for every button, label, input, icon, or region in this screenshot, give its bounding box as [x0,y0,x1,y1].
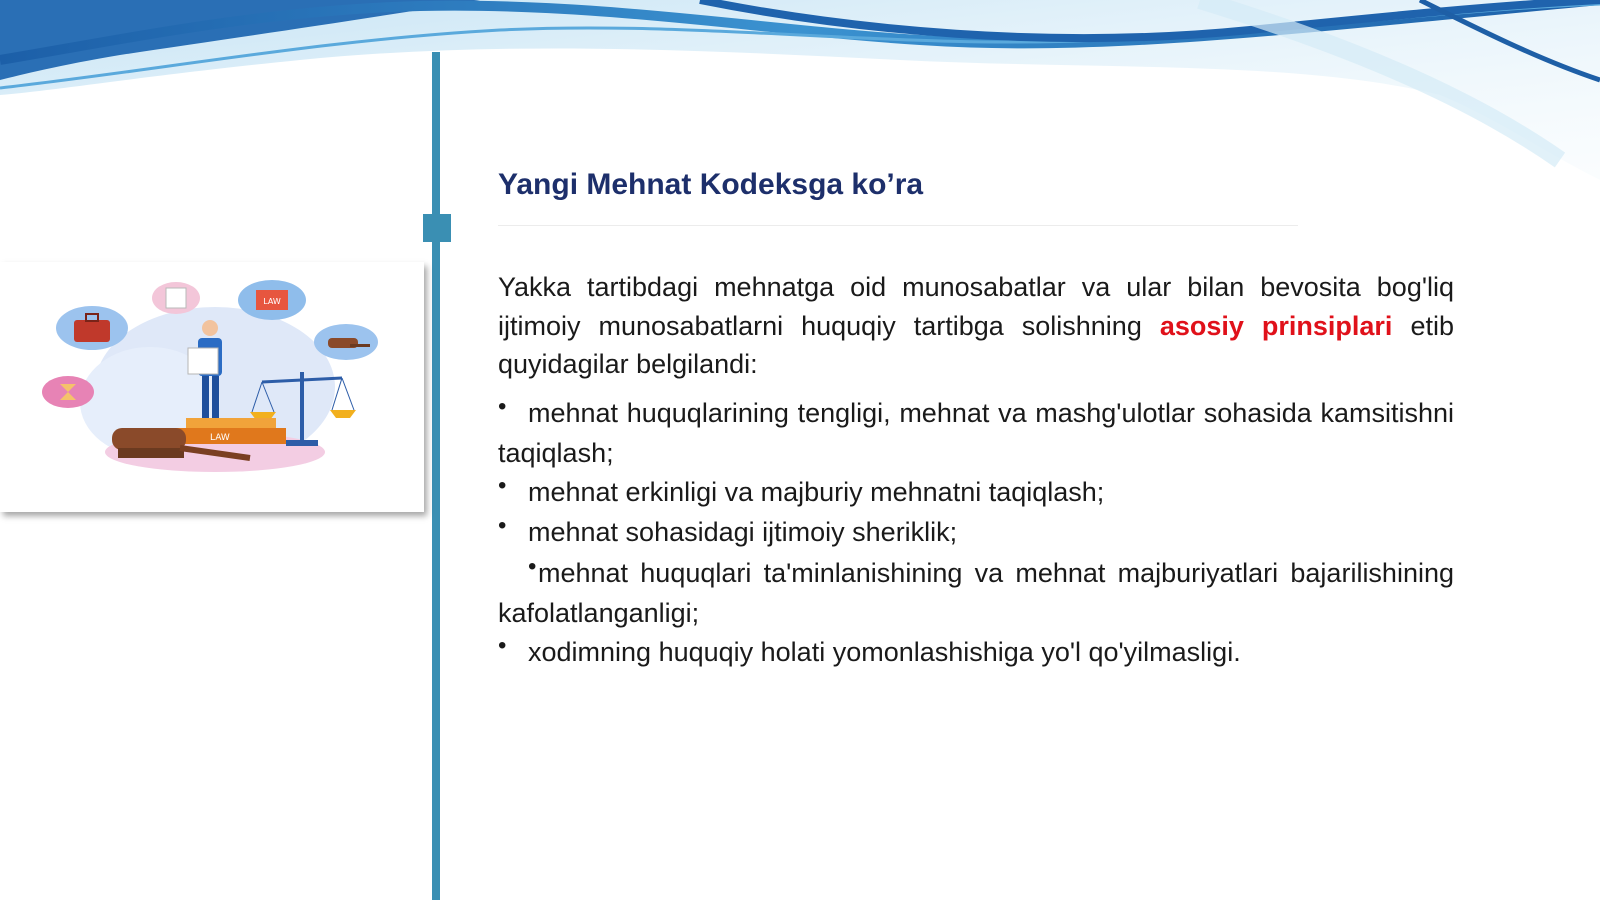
bullet-icon: • [498,392,507,420]
list-item [498,513,1454,554]
bullet-icon: • [498,471,507,499]
law-book-icon [238,280,306,320]
list-item-text: mehnat erkinligi va majburiy mehnatni taqiqlash; [528,476,1105,507]
list-item [498,473,1454,514]
list-item-text: mehnat huquqlarining tengligi, mehnat va mashg'ulotlar sohasida kamsitishni taqiqlash; [498,397,1454,468]
vertical-accent-line [432,52,440,900]
gavel-icon [314,324,378,360]
intro-text: Yakka tartibdagi mehnatga oid munosabatlar va ular bilan bevosita bog'liq ijtimoiy munosabatlarni huquqiy tartibga solishning [498,272,1454,341]
list-item-text: mehnat huquqlari ta'minlanishining va mehnat majburiyatlari bajarilishining kafolatlanganligi; [498,557,1454,628]
bullet-icon: • [498,631,507,659]
hourglass-icon [42,376,94,408]
intro-text-end: etib quyidagilar belgilandi: [498,310,1454,379]
svg-text:LAW: LAW [210,433,230,443]
bullet-icon: • [528,552,537,580]
page-title: Yangi Mehnat Kodeksga ko’ra [498,168,924,201]
law-illustration-graphic [0,262,424,512]
intro-highlight: asosiy prinsiplari [1159,310,1393,341]
slide-content [498,268,1454,673]
list-item-text: mehnat sohasidagi ijtimoiy sheriklik; [528,517,958,547]
list-item [498,394,1454,473]
bullet-icon: • [498,512,507,539]
vertical-line-marker [423,214,451,242]
title-divider [498,225,1298,226]
law-illustration [0,262,424,512]
document-icon [152,282,200,314]
svg-text:LAW: LAW [263,297,281,306]
list-item [498,554,1454,633]
principles-list [498,394,1454,674]
list-item [498,633,1454,674]
law-books-icon [176,418,286,444]
list-item-text: xodimning huquqiy holati yomonlashishiga yo'l qo'yilmasligi. [528,636,1241,667]
briefcase-icon [56,306,128,350]
intro-paragraph [498,268,1454,384]
